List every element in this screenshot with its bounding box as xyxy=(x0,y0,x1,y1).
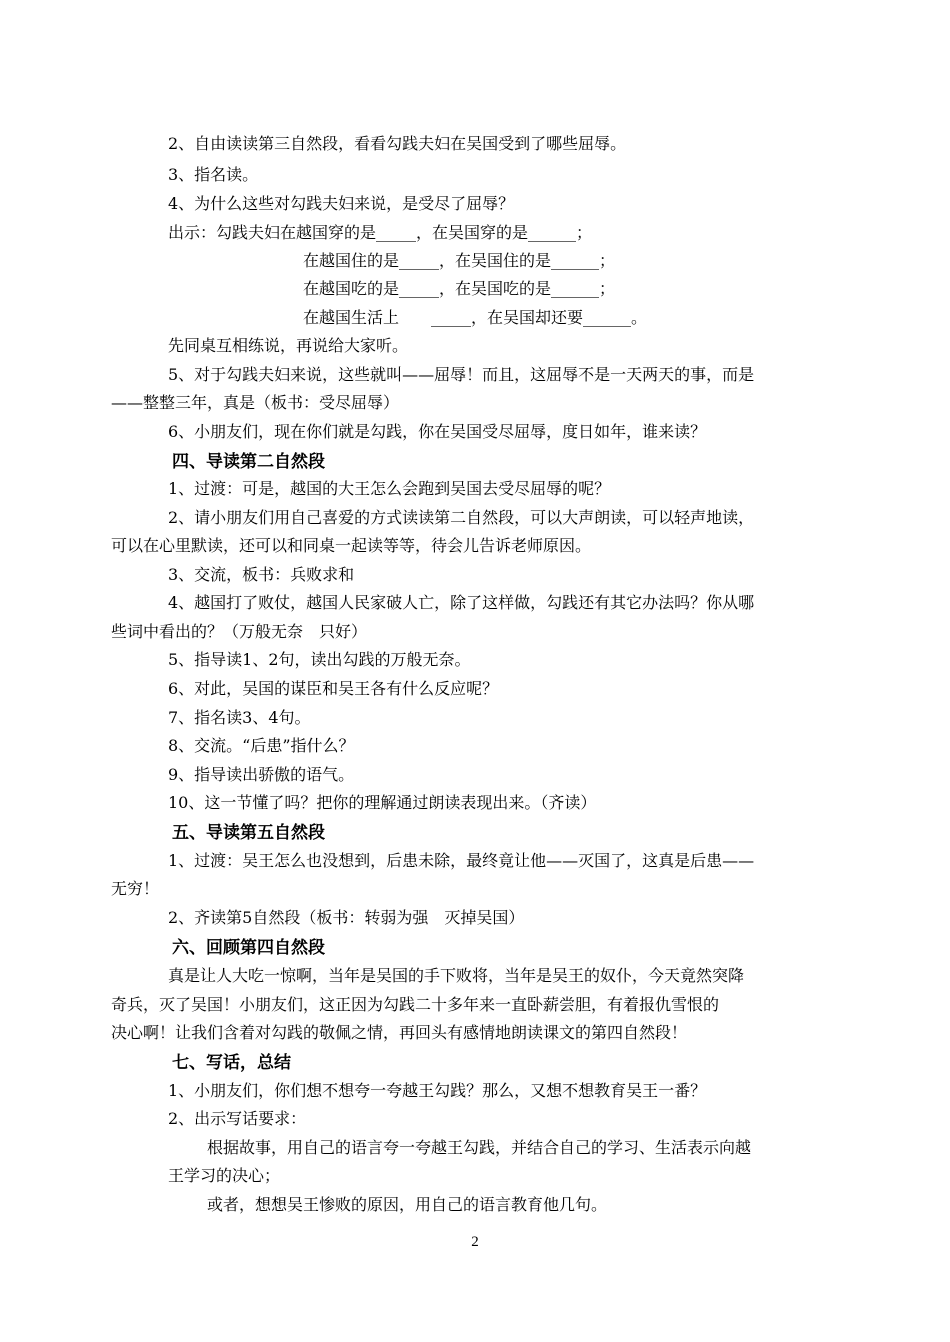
text-line: 在越国吃的是_____，在吴国吃的是______； xyxy=(303,279,616,298)
text-line: 3、交流，板书：兵败求和 xyxy=(168,565,355,584)
text-line: 奇兵，灭了吴国！小朋友们，这正因为勾践二十多年来一直卧薪尝胆，有着报仇雪恨的 xyxy=(111,995,720,1014)
text-line: 先同桌互相练说，再说给大家听。 xyxy=(168,336,409,355)
section-heading-6: 六、回顾第四自然段 xyxy=(172,938,325,958)
text-line: 真是让人大吃一惊啊，当年是吴国的手下败将，当年是吴王的奴仆，今天竟然突降 xyxy=(168,966,745,985)
text-line: 6、对此，吴国的谋臣和吴王各有什么反应呢？ xyxy=(168,679,499,698)
section-heading-4: 四、导读第二自然段 xyxy=(172,452,325,472)
text-line: 根据故事，用自己的语言夸一夸越王勾践，并结合自己的学习、生活表示向越 xyxy=(207,1138,752,1157)
text-line: 6、小朋友们，现在你们就是勾践，你在吴国受尽屈辱，度日如年，谁来读？ xyxy=(168,422,707,441)
text-line: 2、请小朋友们用自己喜爱的方式读读第二自然段，可以大声朗读，可以轻声地读， xyxy=(168,508,755,527)
text-line: 8、交流。“后患”指什么？ xyxy=(168,736,355,755)
text-line: 决心啊！让我们含着对勾践的敬佩之情，再回头有感情地朗读课文的第四自然段！ xyxy=(111,1023,688,1042)
text-line: 些词中看出的？（万般无奈 只好） xyxy=(111,622,368,641)
section-heading-7: 七、写话，总结 xyxy=(172,1053,291,1073)
text-line: 无穷！ xyxy=(111,879,160,898)
text-line: 7、指名读3、4句。 xyxy=(168,708,311,727)
text-line: 1、过渡：可是，越国的大王怎么会跑到吴国去受尽屈辱的呢？ xyxy=(168,479,611,498)
text-line: 2、自由读读第三自然段，看看勾践夫妇在吴国受到了哪些屈辱。 xyxy=(168,134,627,153)
text-line: 9、指导读出骄傲的语气。 xyxy=(168,765,355,784)
text-line: 出示：勾践夫妇在越国穿的是_____，在吴国穿的是______； xyxy=(168,223,593,242)
text-line: 4、越国打了败仗，越国人民家破人亡，除了这样做，勾践还有其它办法吗？你从哪 xyxy=(168,593,755,612)
text-line: 王学习的决心； xyxy=(168,1166,281,1185)
text-line: 1、小朋友们，你们想不想夸一夸越王勾践？那么，又想不想教育吴王一番？ xyxy=(168,1081,707,1100)
text-line: 可以在心里默读，还可以和同桌一起读等等，待会儿告诉老师原因。 xyxy=(111,536,592,555)
text-line: 在越国住的是_____，在吴国住的是______； xyxy=(303,251,616,270)
text-line: 10、这一节懂了吗？把你的理解通过朗读表现出来。（齐读） xyxy=(168,793,597,812)
text-line: 3、指名读。 xyxy=(168,165,259,184)
page-number: 2 xyxy=(471,1234,479,1250)
text-line: 2、出示写话要求： xyxy=(168,1109,307,1128)
text-line: 在越国生活上 _____，在吴国却还要______。 xyxy=(303,308,648,327)
text-line: 1、过渡：吴王怎么也没想到，后患未除，最终竟让他——灭国了，这真是后患—— xyxy=(168,851,755,870)
section-heading-5: 五、导读第五自然段 xyxy=(172,823,325,843)
text-line: 5、对于勾践夫妇来说，这些就叫——屈辱！而且，这屈辱不是一天两天的事，而是 xyxy=(168,365,755,384)
text-line: 2、齐读第5自然段（板书：转弱为强 灭掉吴国） xyxy=(168,908,525,927)
text-line: 4、为什么这些对勾践夫妇来说，是受尽了屈辱？ xyxy=(168,194,515,213)
text-line: 或者，想想吴王惨败的原因，用自己的语言教育他几句。 xyxy=(207,1195,608,1214)
text-line: ——整整三年，真是（板书：受尽屈辱） xyxy=(111,393,400,412)
text-line: 5、指导读1、2句，读出勾践的万般无奈。 xyxy=(168,650,471,669)
